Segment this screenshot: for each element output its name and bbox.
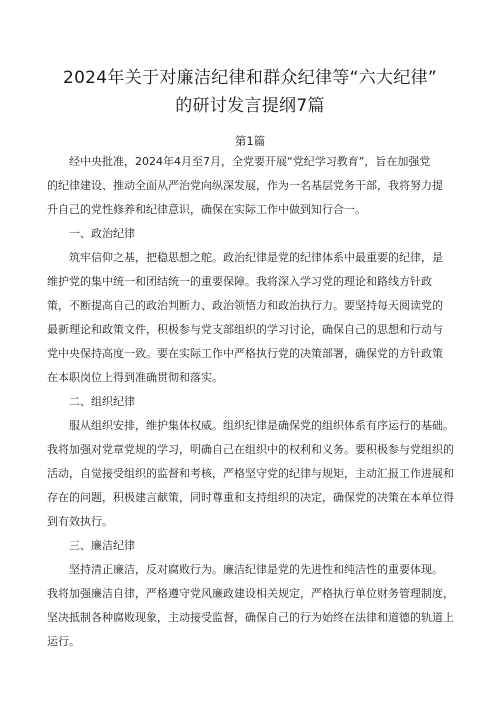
paragraph-line: 运行。 [47,635,80,648]
document-title-line-1: 2024年关于对廉洁纪律和群众纪律等“六大纪律” [62,68,438,88]
section-heading-organizational: 二、组织纪律 [69,395,135,408]
paragraph-line: 最新理论和政策文件，积极参与党支部组织的学习讨论，确保自己的思想和行动与 [47,323,443,336]
paragraph-line: 策，不断提高自己的政治判断力、政治领悟力和政治执行力。要坚持每天阅读党的 [47,299,443,312]
paragraph-line: 存在的问题，积极建言献策，同时尊重和支持组织的决定，确保党的决策在本单位得 [47,491,454,504]
paragraph-line: 服从组织安排，维护集体权威。组织纪律是确保党的组织体系有序运行的基础。 [69,419,454,432]
paragraph-line: 我将加强对党章党规的学习，明确自己在组织中的权利和义务。要积极参与党组织的 [47,443,454,456]
paragraph-line: 坚持清正廉洁，反对腐败行为。廉洁纪律是党的先进性和纯洁性的重要体现。 [69,563,443,576]
paragraph-line: 党中央保持高度一致。要在实际工作中严格执行党的决策部署，确保党的方针政策 [47,347,443,360]
paragraph-line: 筑牢信仰之基，把稳思想之舵。政治纪律是党的纪律体系中最重要的纪律，是 [69,251,443,264]
paragraph-line: 经中央批准，2024年4月至7月，全党要开展“党纪学习教育”，旨在加强党 [69,155,431,168]
section-heading-political: 一、政治纪律 [69,227,135,240]
paragraph-line: 的纪律建设、推动全面从严治党向纵深发展，作为一名基层党务干部，我将努力提 [47,179,443,192]
paragraph-line: 到有效执行。 [47,515,113,528]
chapter-label: 第1篇 [234,134,266,148]
paragraph-line: 升自己的党性修养和纪律意识，确保在实际工作中做到知行合一。 [47,203,366,216]
paragraph-line: 在本职岗位上得到准确贯彻和落实。 [47,371,223,384]
paragraph-line: 坚决抵制各种腐败现象，主动接受监督，确保自己的行为始终在法律和道德的轨道上 [47,611,454,624]
section-heading-integrity: 三、廉洁纪律 [69,539,135,552]
paragraph-line: 活动，自觉接受组织的监督和考核，严格坚守党的纪律与规矩，主动汇报工作进展和 [47,467,454,480]
paragraph-line: 我将加强廉洁自律，严格遵守党风廉政建设相关规定，严格执行单位财务管理制度， [47,587,454,600]
paragraph-line: 维护党的集中统一和团结统一的重要保障。我将深入学习党的理论和路线方针政 [47,275,432,288]
document-title-line-2: 的研讨发言提纲7篇 [175,96,325,116]
